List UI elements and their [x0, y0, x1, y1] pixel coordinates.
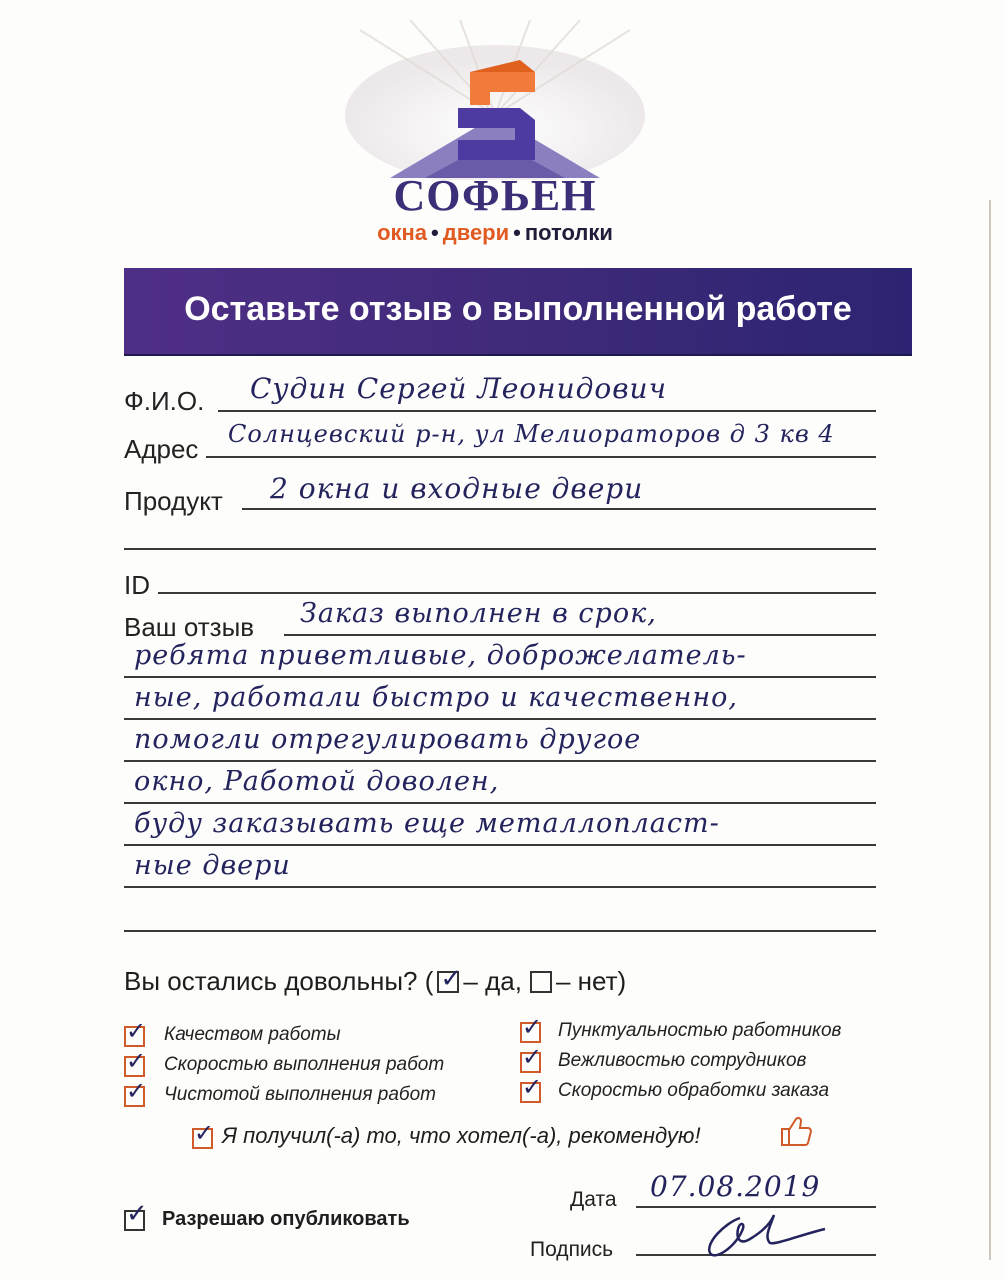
- option-checkbox-punctuality[interactable]: [520, 1014, 543, 1043]
- page-title: Оставьте отзыв о выполненной работе: [184, 290, 852, 328]
- publish-label: Разрешаю опубликовать: [162, 1208, 410, 1230]
- id-line: [158, 592, 876, 594]
- review-text-line[interactable]: ные двери: [134, 850, 291, 881]
- option-label-punctuality: Пунктуальностью работников: [558, 1020, 842, 1041]
- option-label-quality: Качеством работы: [164, 1024, 341, 1045]
- option-label-speed: Скоростью выполнения работ: [164, 1054, 445, 1075]
- id-label: ID: [124, 570, 150, 600]
- review-line-6: [124, 844, 876, 846]
- header-banner: [124, 268, 912, 354]
- review-line-1: [284, 634, 876, 636]
- check-icon: ✓: [126, 1018, 147, 1045]
- review-text-line[interactable]: ные, работали быстро и качественно,: [134, 682, 739, 713]
- tagline-windows: окна: [377, 220, 428, 245]
- review-text-line[interactable]: ребята приветливые, доброжелатель-: [134, 640, 747, 671]
- brand-name: СОФЬЕН: [393, 171, 597, 220]
- review-line-7: [124, 886, 876, 888]
- brand-tagline: [330, 220, 660, 246]
- fio-value[interactable]: Судин Сергей Леонидович: [250, 372, 667, 405]
- tagline-ceilings: потолки: [524, 220, 613, 245]
- option-checkbox-order-speed[interactable]: [520, 1074, 543, 1103]
- no-label: – нет): [555, 966, 627, 996]
- address-line: [206, 456, 876, 458]
- review-text-line[interactable]: буду заказывать еще металлопласт-: [134, 808, 720, 839]
- thumbs-up-icon: [778, 1114, 812, 1148]
- address-value[interactable]: Солнцевский р-н, ул Мелиораторов д 3 кв 4: [228, 420, 835, 448]
- product-label: Продукт: [124, 486, 223, 516]
- check-icon: ✓: [126, 1048, 147, 1075]
- review-line-5: [124, 802, 876, 804]
- option-label-cleanliness: Чистотой выполнения работ: [164, 1084, 436, 1105]
- review-line-4: [124, 760, 876, 762]
- review-text-line[interactable]: окно, Работой доволен,: [134, 766, 500, 797]
- option-checkbox-politeness[interactable]: [520, 1044, 543, 1073]
- product-line: [242, 508, 876, 510]
- review-text-line[interactable]: помогли отрегулировать другое: [134, 724, 642, 755]
- brand-logo: [330, 20, 660, 250]
- signature-mark[interactable]: [700, 1206, 830, 1260]
- date-value[interactable]: 07.08.2019: [650, 1170, 821, 1203]
- product-value[interactable]: 2 окна и входные двери: [270, 472, 644, 505]
- option-label-order-speed: Скоростью обработки заказа: [558, 1080, 830, 1101]
- review-line-8: [124, 930, 876, 932]
- recommend-label: Я получил(-а) то, что хотел(-а), рекомендую!: [222, 1123, 701, 1148]
- check-icon: ✓: [126, 1198, 148, 1228]
- recommend-checkbox[interactable]: [192, 1120, 215, 1149]
- publish-checkbox[interactable]: [124, 1198, 148, 1231]
- tagline-doors: двери: [442, 220, 510, 245]
- option-checkbox-speed[interactable]: [124, 1048, 147, 1077]
- address-label: Адрес: [124, 434, 199, 464]
- signature-label: Подпись: [530, 1238, 614, 1261]
- tagline-separator: •: [431, 220, 439, 245]
- check-icon: ✓: [522, 1074, 543, 1101]
- product-line-extra: [124, 548, 876, 550]
- satisfaction-question: [124, 963, 627, 997]
- yes-label: – да,: [463, 966, 522, 996]
- question-text: Вы остались довольны? (: [124, 966, 434, 996]
- tagline-separator: •: [513, 220, 521, 245]
- no-checkbox[interactable]: [530, 971, 552, 993]
- fio-line: [218, 410, 876, 412]
- check-icon: ✓: [194, 1120, 215, 1147]
- review-label: Ваш отзыв: [124, 612, 255, 642]
- fio-label: Ф.И.О.: [124, 386, 205, 416]
- option-checkbox-cleanliness[interactable]: [124, 1078, 147, 1107]
- logo-emblem: [330, 20, 660, 180]
- page-edge: [989, 200, 991, 1260]
- review-line-2: [124, 676, 876, 678]
- check-icon: ✓: [522, 1044, 543, 1071]
- review-line-3: [124, 718, 876, 720]
- yes-checkbox[interactable]: [437, 963, 463, 993]
- review-text-line[interactable]: Заказ выполнен в срок,: [300, 598, 657, 629]
- check-icon: ✓: [126, 1078, 147, 1105]
- option-checkbox-quality[interactable]: [124, 1018, 147, 1047]
- date-label: Дата: [570, 1188, 617, 1211]
- check-icon: ✓: [440, 963, 463, 993]
- option-label-politeness: Вежливостью сотрудников: [558, 1050, 807, 1071]
- check-icon: ✓: [522, 1014, 543, 1041]
